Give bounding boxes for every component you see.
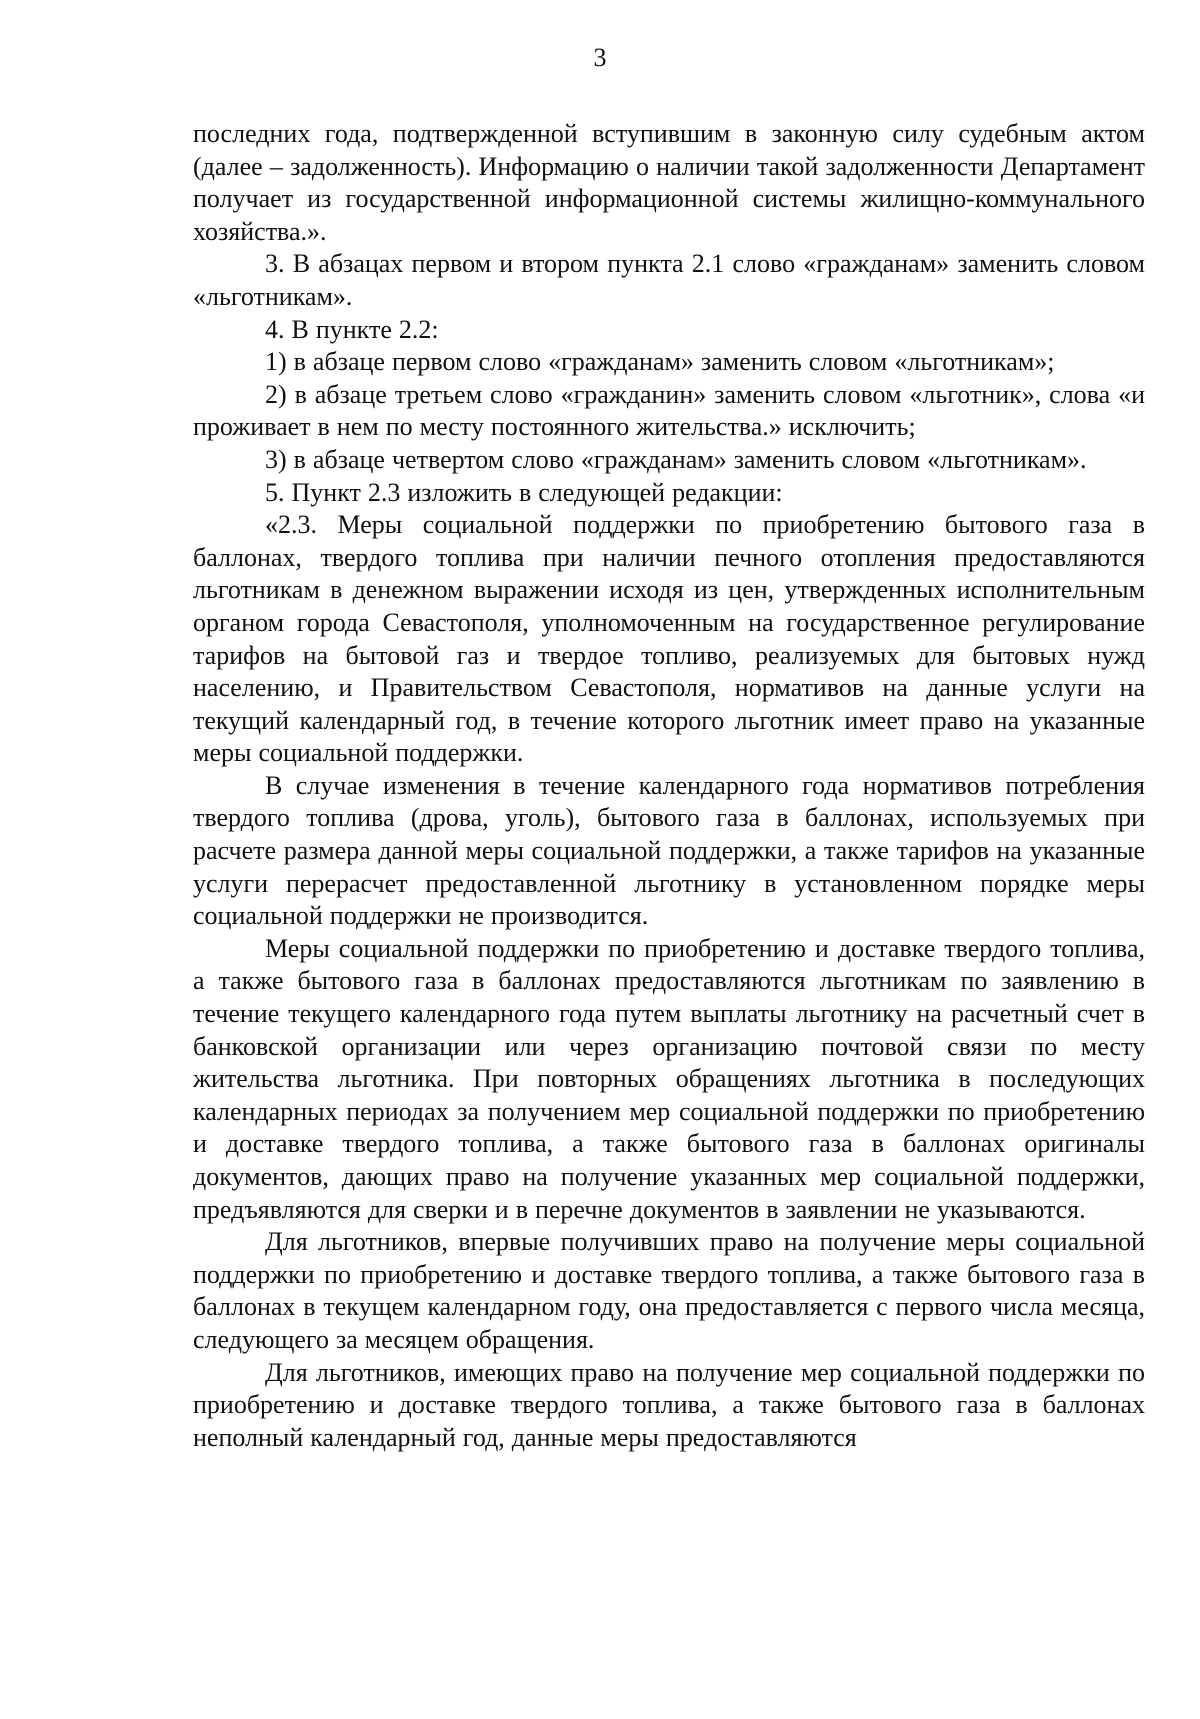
paragraph: 3. В абзацах первом и втором пункта 2.1 слово «гражданам» заменить словом «льготникам».	[193, 249, 1145, 311]
page-number: 3	[593, 43, 607, 72]
paragraph: Для льготников, имеющих право на получение мер социальной поддержки по приобретению и доставке твердого топлива, а также бытового газа в баллонах неполный календарный год, данные меры предоставляются	[193, 1357, 1145, 1452]
paragraph: 3) в абзаце четвертом слово «гражданам» заменить словом «льготникам».	[265, 444, 1087, 474]
paragraph: 1) в абзаце первом слово «гражданам» заменить словом «льготникам»;	[265, 347, 1055, 377]
paragraph: 5. Пункт 2.3 изложить в следующей редакции:	[265, 477, 783, 507]
paragraph: «2.3. Меры социальной поддержки по приобретению бытового газа в баллонах, твердого топлива при наличии печного отопления предоставляются льготникам в денежном выражении исходя из цен, утвержденных исполнительным органом города Севастополя, уполномоченным на государственное регулирование тарифов на бытовой газ и твердое топливо, реализуемых для бытовых нужд населению, и Правительством Севастополя, нормативов на данные услуги на текущий календарный год, в течение которого льготник имеет право на указанные меры социальной поддержки.	[193, 510, 1145, 768]
paragraph: последних года, подтвержденной вступившим в законную силу судебным актом (далее – задолженность). Информацию о наличии такой задолженности Департамент получает из государственной информационной системы жилищно-коммунального хозяйства.».	[193, 119, 1145, 246]
document-body	[193, 118, 1145, 1454]
paragraph: 4. В пункте 2.2:	[265, 314, 439, 344]
paragraph: Меры социальной поддержки по приобретению и доставке твердого топлива, а также бытового газа в баллонах предоставляются льготникам по заявлению в течение текущего календарного года путем выплаты льготнику на расчетный счет в банковской организации или через организацию почтовой связи по месту жительства льготника. При повторных обращениях льготника в последующих календарных периодах за получением мер социальной поддержки по приобретению и доставке твердого топлива, а также бытового газа в баллонах оригиналы документов, дающих право на получение указанных мер социальной поддержки, предъявляются для сверки и в перечне документов в заявлении не указываются.	[193, 933, 1145, 1224]
paragraph: 2) в абзаце третьем слово «гражданин» заменить словом «льготник», слова «и проживает в нем по месту постоянного жительства.» исключить;	[193, 379, 1145, 442]
paragraph: Для льготников, впервые получивших право на получение меры социальной поддержки по приобретению и доставке твердого топлива, а также бытового газа в баллонах в текущем календарном году, она предоставляется с первого числа месяца, следующего за месяцем обращения.	[193, 1227, 1145, 1354]
paragraph: В случае изменения в течение календарного года нормативов потребления твердого топлива (дрова, уголь), бытового газа в баллонах, используемых при расчете размера данной меры социальной поддержки, а также тарифов на указанные услуги перерасчет предоставленной льготнику в установленном порядке меры социальной поддержки не производится.	[193, 770, 1145, 931]
